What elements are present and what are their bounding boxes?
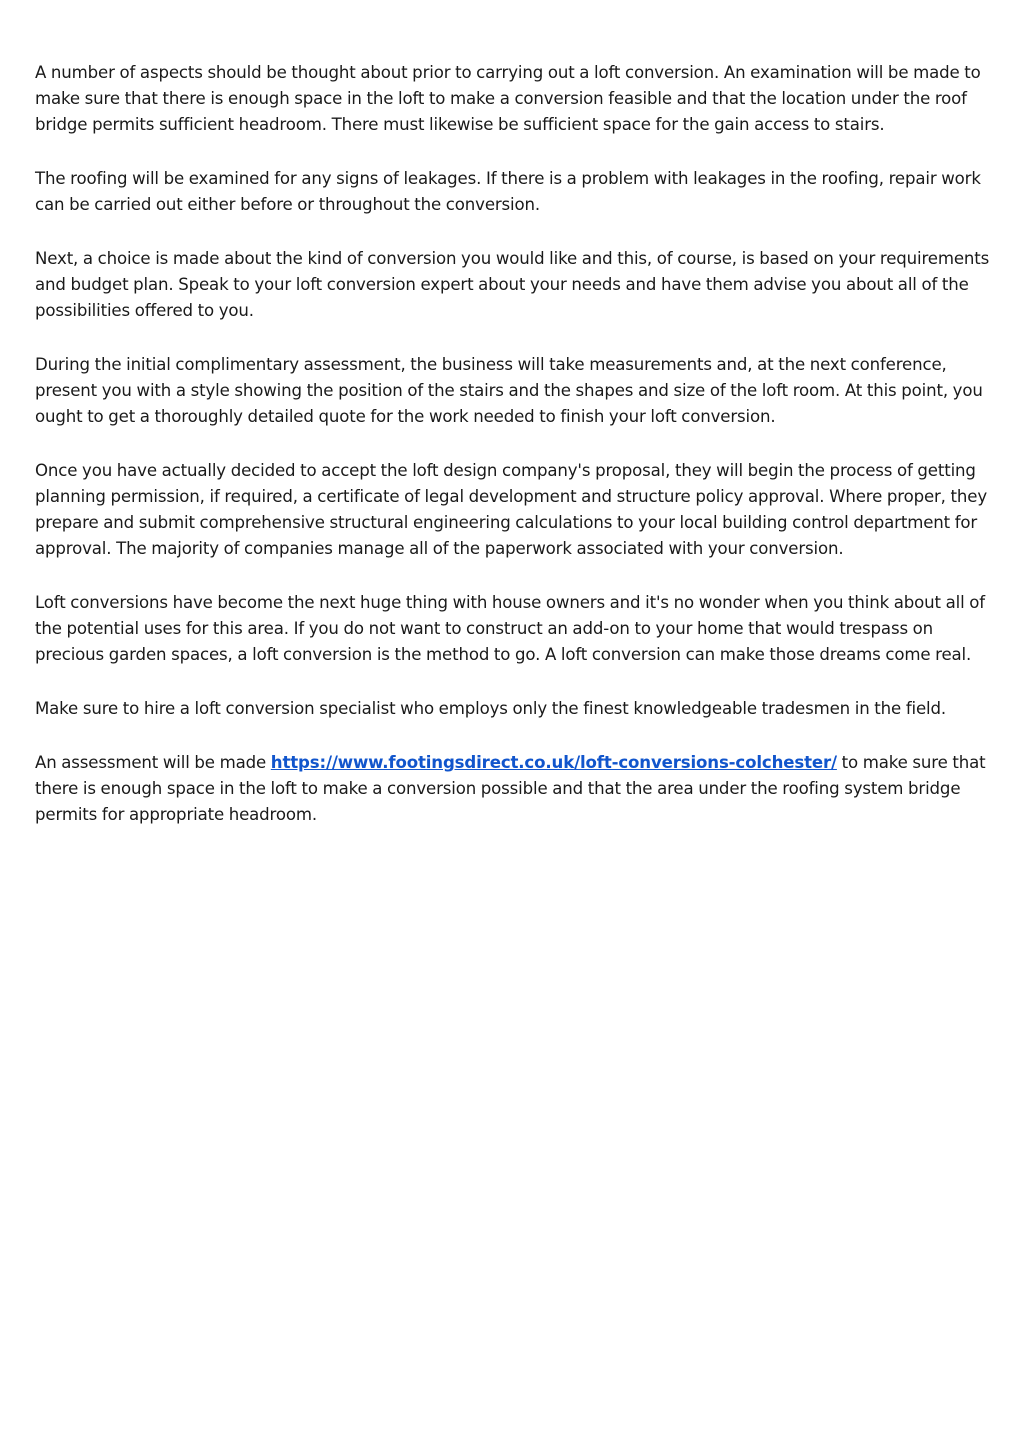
final-paragraph-lead: An assessment will be made [35,753,271,772]
paragraph: Make sure to hire a loft conversion specialist who employs only the finest knowledgeable tradesmen in the field. [35,699,946,718]
paragraph: Next, a choice is made about the kind of conversion you would like and this, of course, is based on your requirements and budget plan. Speak to your loft conversion expert about your needs and have them advise you about all of the possibilities offered to you. [35,249,990,320]
final-paragraph [35,750,995,828]
paragraph: Once you have actually decided to accept the loft design company's proposal, they will begin the process of getting planning permission, if required, a certificate of legal development and structure policy approval. Where proper, they prepare and submit comprehensive structural engineering calculations to your local building control department for approval. The majority of companies manage all of the paperwork associated with your conversion. [35,461,987,558]
paragraph: Loft conversions have become the next huge thing with house owners and it's no wonder when you think about all of the potential uses for this area. If you do not want to construct an add-on to your home that would trespass on precious garden spaces, a loft conversion is the method to go. A loft conversion can make those dreams come real. [35,593,985,664]
document-body [35,60,995,856]
footingsdirect-link[interactable]: https://www.footingsdirect.co.uk/loft-conversions-colchester/ [270,753,837,772]
paragraph: A number of aspects should be thought about prior to carrying out a loft conversion. An examination will be made to make sure that there is enough space in the loft to make a conversion feasible and that the location under the roof bridge permits sufficient headroom. There must likewise be sufficient space for the gain access to stairs. [35,63,981,134]
final-paragraph-tail: to make sure that there is enough space in the loft to make a conversion possible and that the area under the roofing system bridge permits for appropriate headroom. [35,753,986,824]
paragraph: During the initial complimentary assessment, the business will take measurements and, at the next conference, present you with a style showing the position of the stairs and the shapes and size of the loft room. At this point, you ought to get a thoroughly detailed quote for the work needed to finish your loft conversion. [35,355,983,426]
paragraph: The roofing will be examined for any signs of leakages. If there is a problem with leakages in the roofing, repair work can be carried out either before or throughout the conversion. [35,169,981,214]
